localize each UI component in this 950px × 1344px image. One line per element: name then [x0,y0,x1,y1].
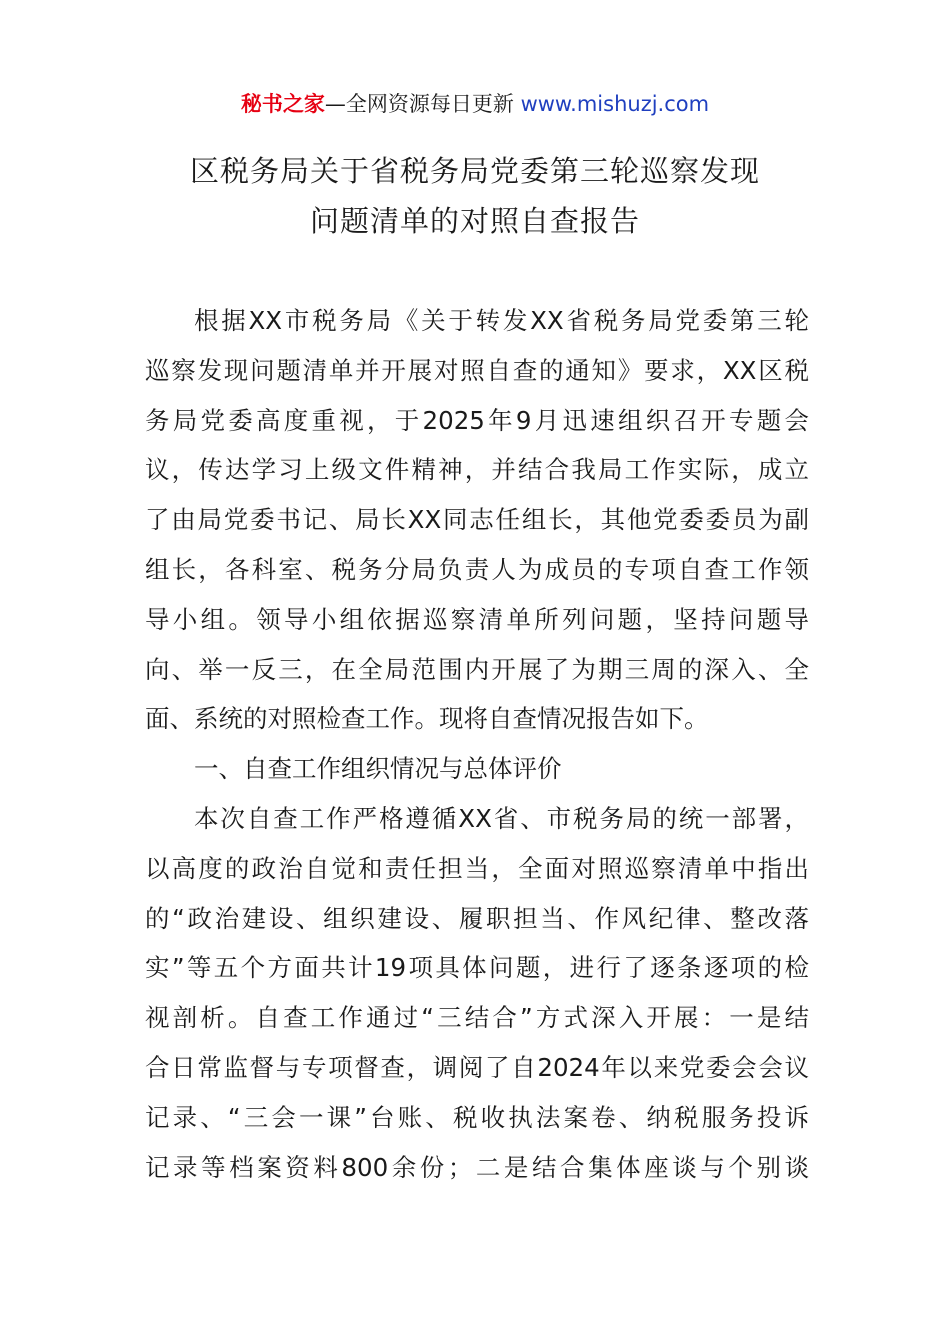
paragraph-2-line: 实”等五个方面共计19项具体问题，进行了逐条逐项的检 [145,953,809,983]
site-header [0,88,950,120]
paragraph-1-line: 巡察发现问题清单并开展对照自查的通知》要求，XX区税 [145,355,809,385]
brand-name: 秘书之家 [240,92,325,116]
paragraph-2-line: 的“政治建设、组织建设、履职担当、作风纪律、整改落 [145,903,809,933]
paragraph-2-line: 记录、“三会一课”台账、税收执法案卷、纳税服务投诉 [145,1102,809,1132]
paragraph-1-line: 导小组。领导小组依据巡察清单所列问题，坚持问题导 [145,604,809,634]
paragraph-1-line: 面、系统的对照检查工作。现将自查情况报告如下。 [145,704,709,734]
paragraph-2-line: 记录等档案资料800余份；二是结合集体座谈与个别谈 [145,1152,809,1182]
title-line-2: 问题清单的对照自查报告 [309,204,640,238]
paragraph-1-line: 组长，各科室、税务分局负责人为成员的专项自查工作领 [145,554,809,584]
header-tagline: —全网资源每日更新 [324,92,521,116]
paragraph-1-line: 议，传达学习上级文件精神，并结合我局工作实际，成立 [145,455,809,485]
paragraph-2-line: 合日常监督与专项督查，调阅了自2024年以来党委会会议 [145,1052,809,1082]
title-line-1: 区税务局关于省税务局党委第三轮巡察发现 [189,154,760,188]
document-title [0,146,950,246]
paragraph-1-line: 了由局党委书记、局长XX同志任组长，其他党委委员为副 [145,505,809,535]
document-body [145,296,809,1192]
paragraph-1-line: 向、举一反三，在全局范围内开展了为期三周的深入、全 [145,654,809,684]
paragraph-2-line: 本次自查工作严格遵循XX省、市税务局的统一部署， [194,803,809,833]
paragraph-2-line: 以高度的政治自觉和责任担当，全面对照巡察清单中指出 [145,853,809,883]
site-url-link[interactable]: www.mishuzj.com [520,92,710,116]
paragraph-1-line: 务局党委高度重视，于2025年9月迅速组织召开专题会 [145,405,809,435]
paragraph-1-line: 根据XX市税务局《关于转发XX省税务局党委第三轮 [194,306,809,335]
section-heading-1: 一、自查工作组织情况与总体评价 [194,754,562,784]
paragraph-2-line: 视剖析。自查工作通过“三结合”方式深入开展：一是结 [145,1003,809,1033]
